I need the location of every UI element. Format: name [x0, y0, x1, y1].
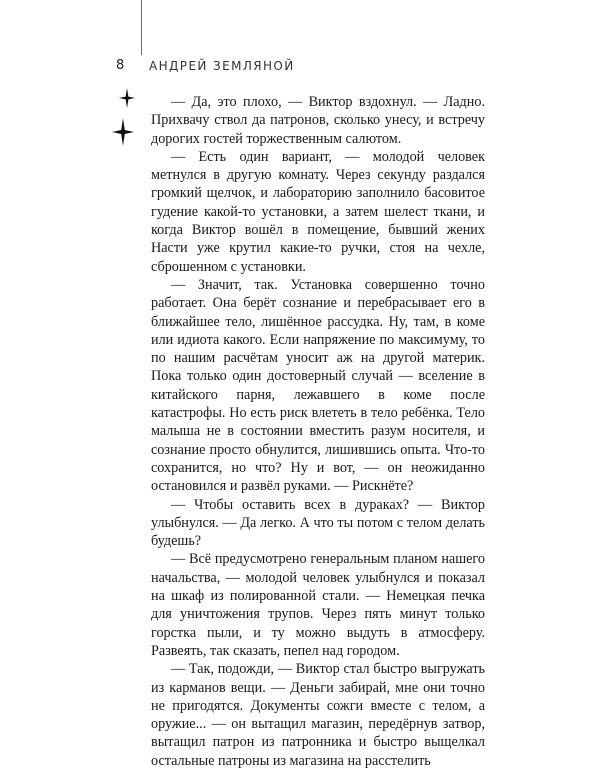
page-number: 8 [116, 58, 125, 73]
paragraph: — Есть один вариант, — молодой человек метнулся в другую комнату. Через секунду раздался громкий щелчок, и лабораторию заполнило басовитое гудение какой-то установки, а затем шелест ткани, и когда Виктор вошёл в помещение, бывший жених Насти уже крутил какие-то ручки, стоя на чехле, сброшенном с установки. [151, 148, 485, 275]
header-divider-line [141, 0, 142, 55]
paragraph: — Да, это плохо, — Виктор вздохнул. — Ладно. Прихвачу ствол да патронов, сколько унесу, и встречу дорогих гостей торжественным салютом. [151, 94, 485, 147]
paragraph: — Всё предусмотрено генеральным планом нашего начальства, — молодой человек улыбнулся и показал на шкаф из полированной стали. — Немецкая печка для уничтожения трупов. Через пять минут только горстка пыли, и ту можно выдуть в атмосферу. Развеять, так сказать, пепел над городом. [151, 551, 485, 659]
body-text [151, 93, 485, 770]
paragraph: — Так, подожди, — Виктор стал быстро выгружать из карманов вещи. — Деньги забирай, мне они точно не пригодятся. Документы сожги вместе с телом, а оружие... — он вытащил магазин, передёрнув затвор, вытащил патрон из патронника и быстро выщелкал остальные патроны из магазина на расстелить [151, 661, 485, 769]
running-head-author: АНДРЕЙ ЗЕМЛЯНОЙ [149, 59, 295, 73]
sparkle-icon [119, 88, 135, 108]
paragraph: — Чтобы оставить всех в дураках? — Виктор улыбнулся. — Да легко. А что ты потом с телом делать будешь? [151, 496, 485, 550]
sparkle-icon [112, 118, 134, 146]
paragraph: — Значит, так. Установка совершенно точно работает. Она берёт сознание и перебрасывает его в ближайшее тело, лишённое рассудка. Ну, там, в коме или идиота какого. Если напряжение по максимуму, то по нашим расчётам уносит аж на другой материк. Пока только один достоверный случай — вселение в китайского парня, лежавшего в коме после катастрофы. Но есть риск влететь в тело ребёнка. Тело малыша не в состоянии вместить разум носителя, и сознание просто обнулится, лишившись опыта. Что-то сохранится, но что? Ну и вот, — он неожиданно остановился и развёл руками. — Рискнёте? [151, 276, 485, 495]
